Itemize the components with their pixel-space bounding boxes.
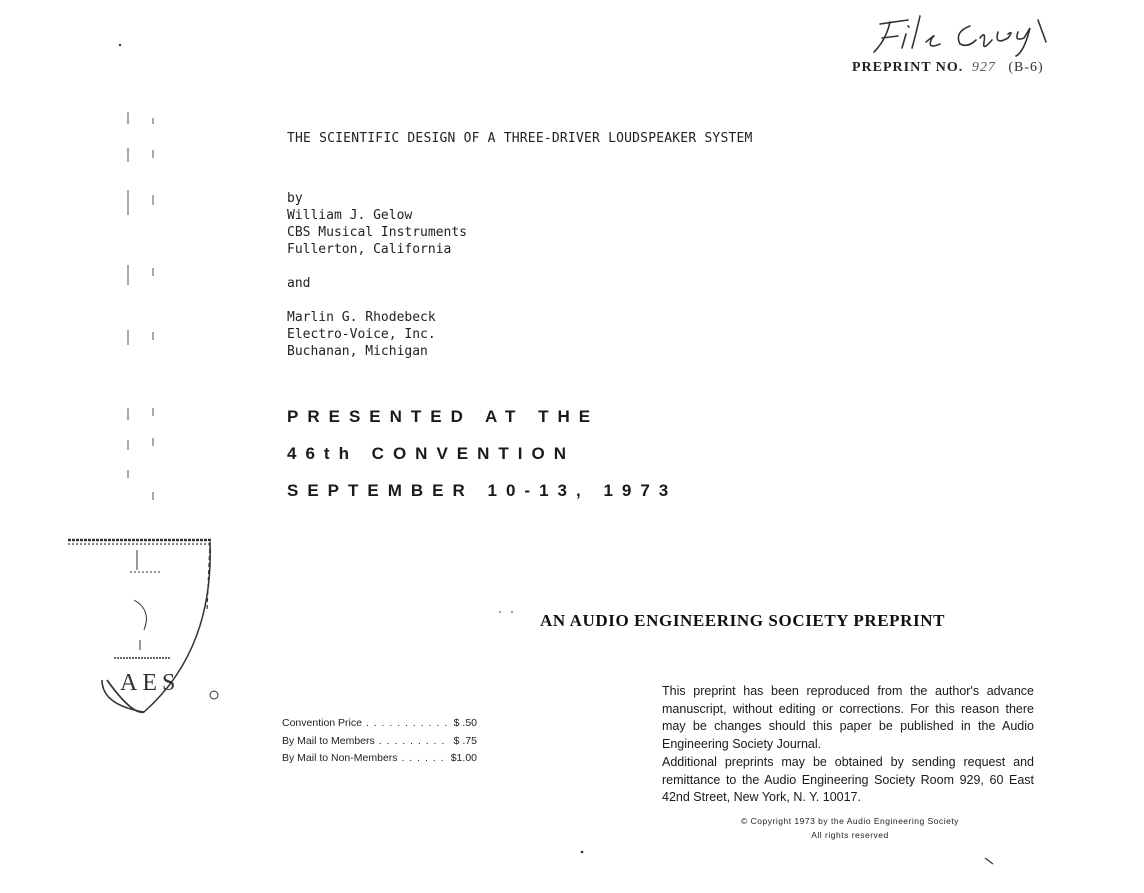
author1-name: William J. Gelow (287, 208, 413, 223)
aes-logo (62, 530, 237, 725)
presented-line-3: SEPTEMBER 10-13, 1973 (287, 481, 678, 500)
aes-logo-letters: AES (120, 670, 181, 696)
copyright-line: © Copyright 1973 by the Audio Engineering Society (741, 816, 959, 826)
margin-marks (0, 0, 260, 893)
paper-title: THE SCIENTIFIC DESIGN OF A THREE-DRIVER LOUDSPEAKER SYSTEM (287, 131, 753, 146)
price-label: By Mail to Members . . . (282, 733, 450, 751)
author-block (287, 190, 467, 360)
and-label: and (287, 276, 311, 291)
preprint-number: 927 (971, 60, 996, 75)
copyright-block (700, 814, 1000, 842)
price-row (282, 733, 477, 751)
author2-affiliation: Electro-Voice, Inc. (287, 327, 436, 342)
price-amount: $ .50 (453, 717, 477, 729)
author2-name: Marlin G. Rhodebeck (287, 310, 436, 325)
author2-location: Buchanan, Michigan (287, 344, 428, 359)
price-list (282, 715, 477, 768)
reproduction-notice (662, 683, 1034, 808)
price-amount: $1.00 (450, 752, 477, 764)
price-label: Convention Price . . . (282, 715, 450, 733)
preprint-code: (B-6) (1008, 60, 1044, 75)
notice-paragraph-2: Additional preprints may be obtained by sending request and remittance to the Audio Engineering Society Room 929, 60 East 42nd Street, New York, N. Y. 10017. (662, 755, 1034, 804)
rights-line: All rights reserved (811, 830, 889, 840)
aes-preprint-banner: AN AUDIO ENGINEERING SOCIETY PREPRINT (540, 611, 946, 630)
price-row (282, 750, 477, 768)
presented-line-2: 46th CONVENTION (287, 444, 576, 463)
price-amount: $ .75 (453, 734, 477, 747)
by-label: by (287, 191, 303, 206)
author1-location: Fullerton, California (287, 242, 452, 257)
preprint-label: PREPRINT NO. (852, 60, 964, 75)
notice-paragraph-1: This preprint has been reproduced from the author's advance manuscript, without editing or corrections. For this reason there may be changes should this paper be published in the Audio Engineering Society Journal. (662, 684, 1034, 751)
author1-affiliation: CBS Musical Instruments (287, 225, 468, 240)
presented-line-1: PRESENTED AT THE (287, 407, 600, 426)
handwritten-annotation (868, 12, 1053, 58)
price-row (282, 715, 477, 733)
preprint-number-line (852, 60, 1044, 76)
price-label: By Mail to Non-Members . . . (282, 750, 447, 768)
